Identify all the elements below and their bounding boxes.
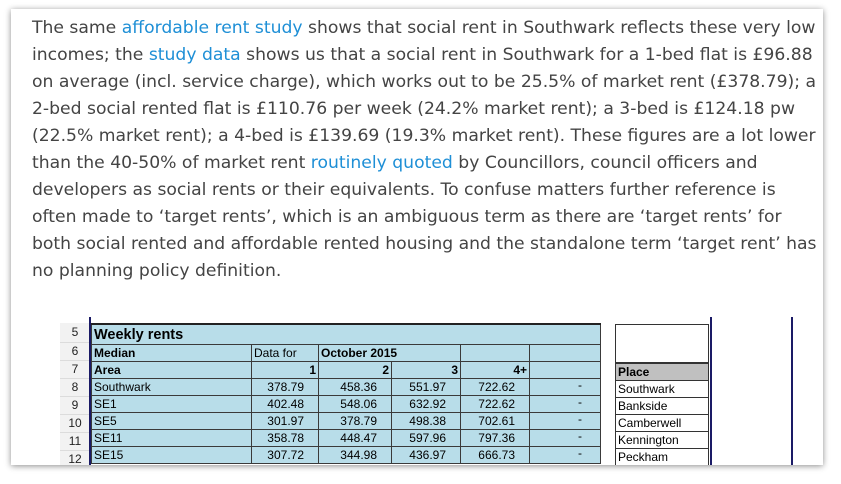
paragraph-text: The same — [32, 18, 122, 38]
median-label: Median — [92, 345, 252, 362]
empty-cell — [530, 362, 601, 379]
rent-cell: 722.62 — [461, 396, 530, 413]
rent-cell: 498.38 — [392, 413, 461, 430]
empty-cell — [530, 413, 601, 430]
routinely-quoted-link[interactable]: routinely quoted — [310, 153, 453, 173]
place-cell: Peckham — [615, 449, 709, 465]
rent-cell: 436.97 — [392, 447, 461, 464]
bed-header: 2 — [319, 362, 392, 379]
column-border — [791, 317, 793, 465]
area-header: Area — [92, 362, 252, 379]
dash-marker: - — [578, 378, 582, 392]
rent-cell: 448.47 — [319, 430, 392, 447]
place-header: Place — [615, 363, 709, 381]
row-number: 10 — [60, 415, 90, 433]
place-cell: Kennington — [615, 432, 709, 449]
area-cell: SE1 — [92, 396, 252, 413]
rent-cell: 722.62 — [461, 379, 530, 396]
area-cell: SE11 — [92, 430, 252, 447]
dash-marker: - — [578, 412, 582, 426]
data-for-label: Data for — [252, 345, 319, 362]
bed-header: 4+ — [461, 362, 530, 379]
empty-cell — [530, 430, 601, 447]
affordable-rent-study-link[interactable]: affordable rent study — [121, 18, 303, 38]
row-number: 11 — [60, 433, 90, 451]
paragraph-text: shows that social rent in Southwark reflects these very low incomes; the — [32, 18, 816, 65]
row-number-column — [60, 323, 90, 465]
row-number: 12 — [60, 451, 90, 465]
rent-cell: 358.78 — [252, 430, 319, 447]
rent-cell: 632.92 — [392, 396, 461, 413]
spreadsheet-image — [60, 313, 820, 465]
row-number: 7 — [60, 361, 90, 379]
place-cell: Southwark — [615, 381, 709, 398]
place-cell: Camberwell — [615, 415, 709, 432]
dash-marker: - — [578, 429, 582, 443]
rent-cell: 378.79 — [319, 413, 392, 430]
rent-cell: 702.61 — [461, 413, 530, 430]
rent-cell: 551.97 — [392, 379, 461, 396]
dash-marker: - — [578, 446, 582, 460]
rent-cell: 666.73 — [461, 447, 530, 464]
rent-cell: 402.48 — [252, 396, 319, 413]
table-title: Weekly rents — [92, 324, 601, 345]
bed-header: 1 — [252, 362, 319, 379]
dash-marker: - — [578, 395, 582, 409]
column-border — [89, 317, 91, 465]
place-column — [615, 324, 709, 465]
empty-cell — [530, 379, 601, 396]
weekly-rents-table — [91, 323, 601, 464]
table-row — [92, 447, 601, 464]
area-cell: Southwark — [92, 379, 252, 396]
empty-cell — [461, 345, 530, 362]
empty-cell — [530, 396, 601, 413]
row-number: 5 — [60, 323, 90, 343]
bed-header: 3 — [392, 362, 461, 379]
row-number: 8 — [60, 379, 90, 397]
table-row — [92, 396, 601, 413]
column-border — [710, 317, 712, 465]
table-row — [92, 379, 601, 396]
row-number: 9 — [60, 397, 90, 415]
rent-cell: 301.97 — [252, 413, 319, 430]
paragraph-text: shows us that a social rent in Southwark for a 1-bed flat is £96.88 on average (incl. service charge), which works out to be 25.5% of market rent (£378.79); a 2-bed social rented flat is £110.76 per week (24.2% market rent); a 3-bed is £124.18 pw (22.5% market rent); a 4-bed is £139.69 (19.3% market rent). These figures are a lot lower than the 40-50% of market rent — [32, 45, 817, 173]
area-cell: SE15 — [92, 447, 252, 464]
empty-cell — [530, 447, 601, 464]
table-row — [92, 430, 601, 447]
rent-cell: 344.98 — [319, 447, 392, 464]
study-data-link[interactable]: study data — [148, 45, 241, 65]
place-cell: Bankside — [615, 398, 709, 415]
rent-cell: 548.06 — [319, 396, 392, 413]
rent-cell: 307.72 — [252, 447, 319, 464]
rent-cell: 597.96 — [392, 430, 461, 447]
empty-cell — [530, 345, 601, 362]
empty-cell — [615, 324, 709, 363]
area-cell: SE5 — [92, 413, 252, 430]
article-card — [11, 9, 823, 465]
period-label: October 2015 — [319, 345, 461, 362]
rent-cell: 458.36 — [319, 379, 392, 396]
row-number: 6 — [60, 343, 90, 361]
article-paragraph — [32, 15, 817, 285]
rent-cell: 797.36 — [461, 430, 530, 447]
rent-cell: 378.79 — [252, 379, 319, 396]
table-row — [92, 413, 601, 430]
paragraph-text: by Councillors, council officers and developers as social rents or their equivalents. To confuse matters further reference is often made to ‘target rents’, which is an ambiguous term as there are ‘target rents’ for both social rented and affordable rented housing and the standalone term ‘target rent’ has no planning policy definition. — [32, 153, 817, 281]
